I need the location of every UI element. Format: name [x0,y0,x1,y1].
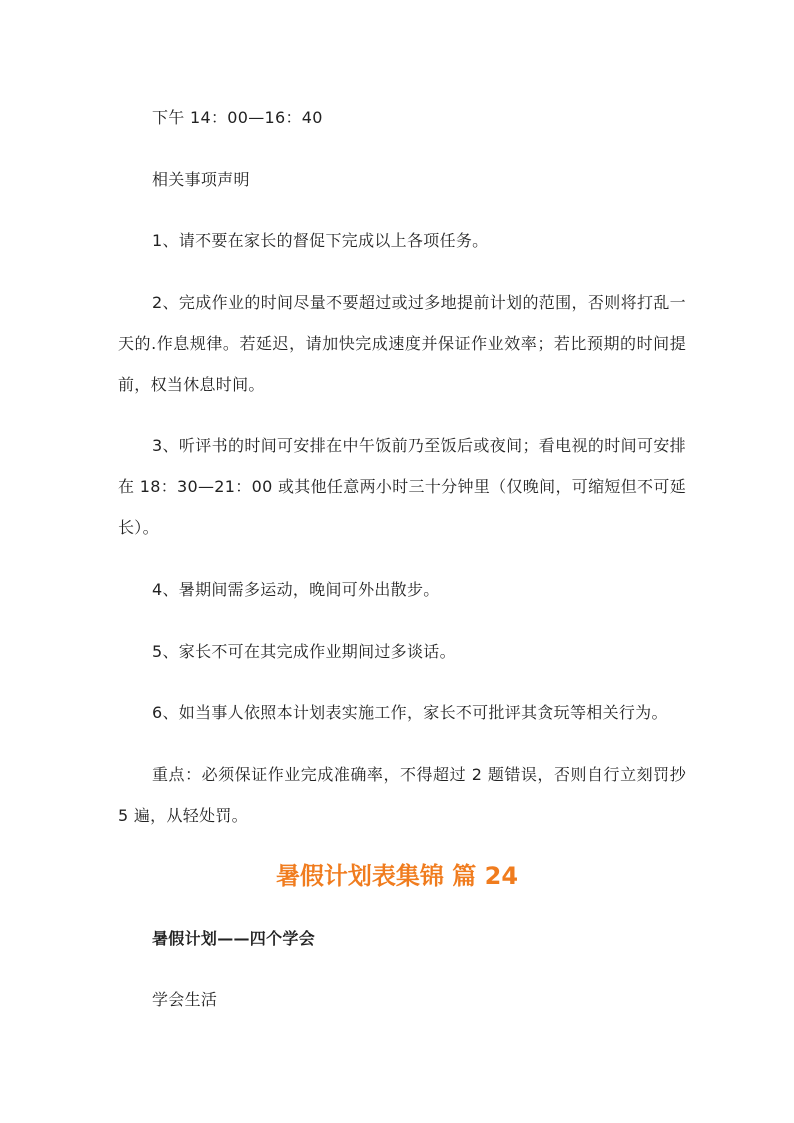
key-point: 重点：必须保证作业完成准确率，不得超过 2 题错误，否则自行立刻罚抄 5 遍，从轻处罚。 [118,765,686,825]
section-heading: 暑假计划表集锦 篇 24 [275,862,519,890]
note-item-2: 2、完成作业的时间尽量不要超过或过多地提前计划的范围，否则将打乱一天的.作息规律。若延迟，请加快完成速度并保证作业效率；若比预期的时间提前，权当休息时间。 [118,293,686,394]
note-item-3: 3、听评书的时间可安排在中午饭前乃至饭后或夜间；看电视的时间可安排在 18：30—21：00 或其他任意两小时三十分钟里（仅晚间，可缩短但不可延长）。 [118,436,686,537]
notes-title: 相关事项声明 [152,170,250,189]
plan-subtitle: 暑假计划——四个学会 [152,929,316,948]
note-item-5: 5、家长不可在其完成作业期间过多谈话。 [152,642,456,661]
time-line: 下午 14：00—16：40 [152,108,323,127]
note-item-1: 1、请不要在家长的督促下完成以上各项任务。 [152,231,489,250]
learn-item-life: 学会生活 [152,990,218,1009]
note-item-6: 6、如当事人依照本计划表实施工作，家长不可批评其贪玩等相关行为。 [152,703,668,722]
note-item-4: 4、暑期间需多运动，晚间可外出散步。 [152,580,440,599]
